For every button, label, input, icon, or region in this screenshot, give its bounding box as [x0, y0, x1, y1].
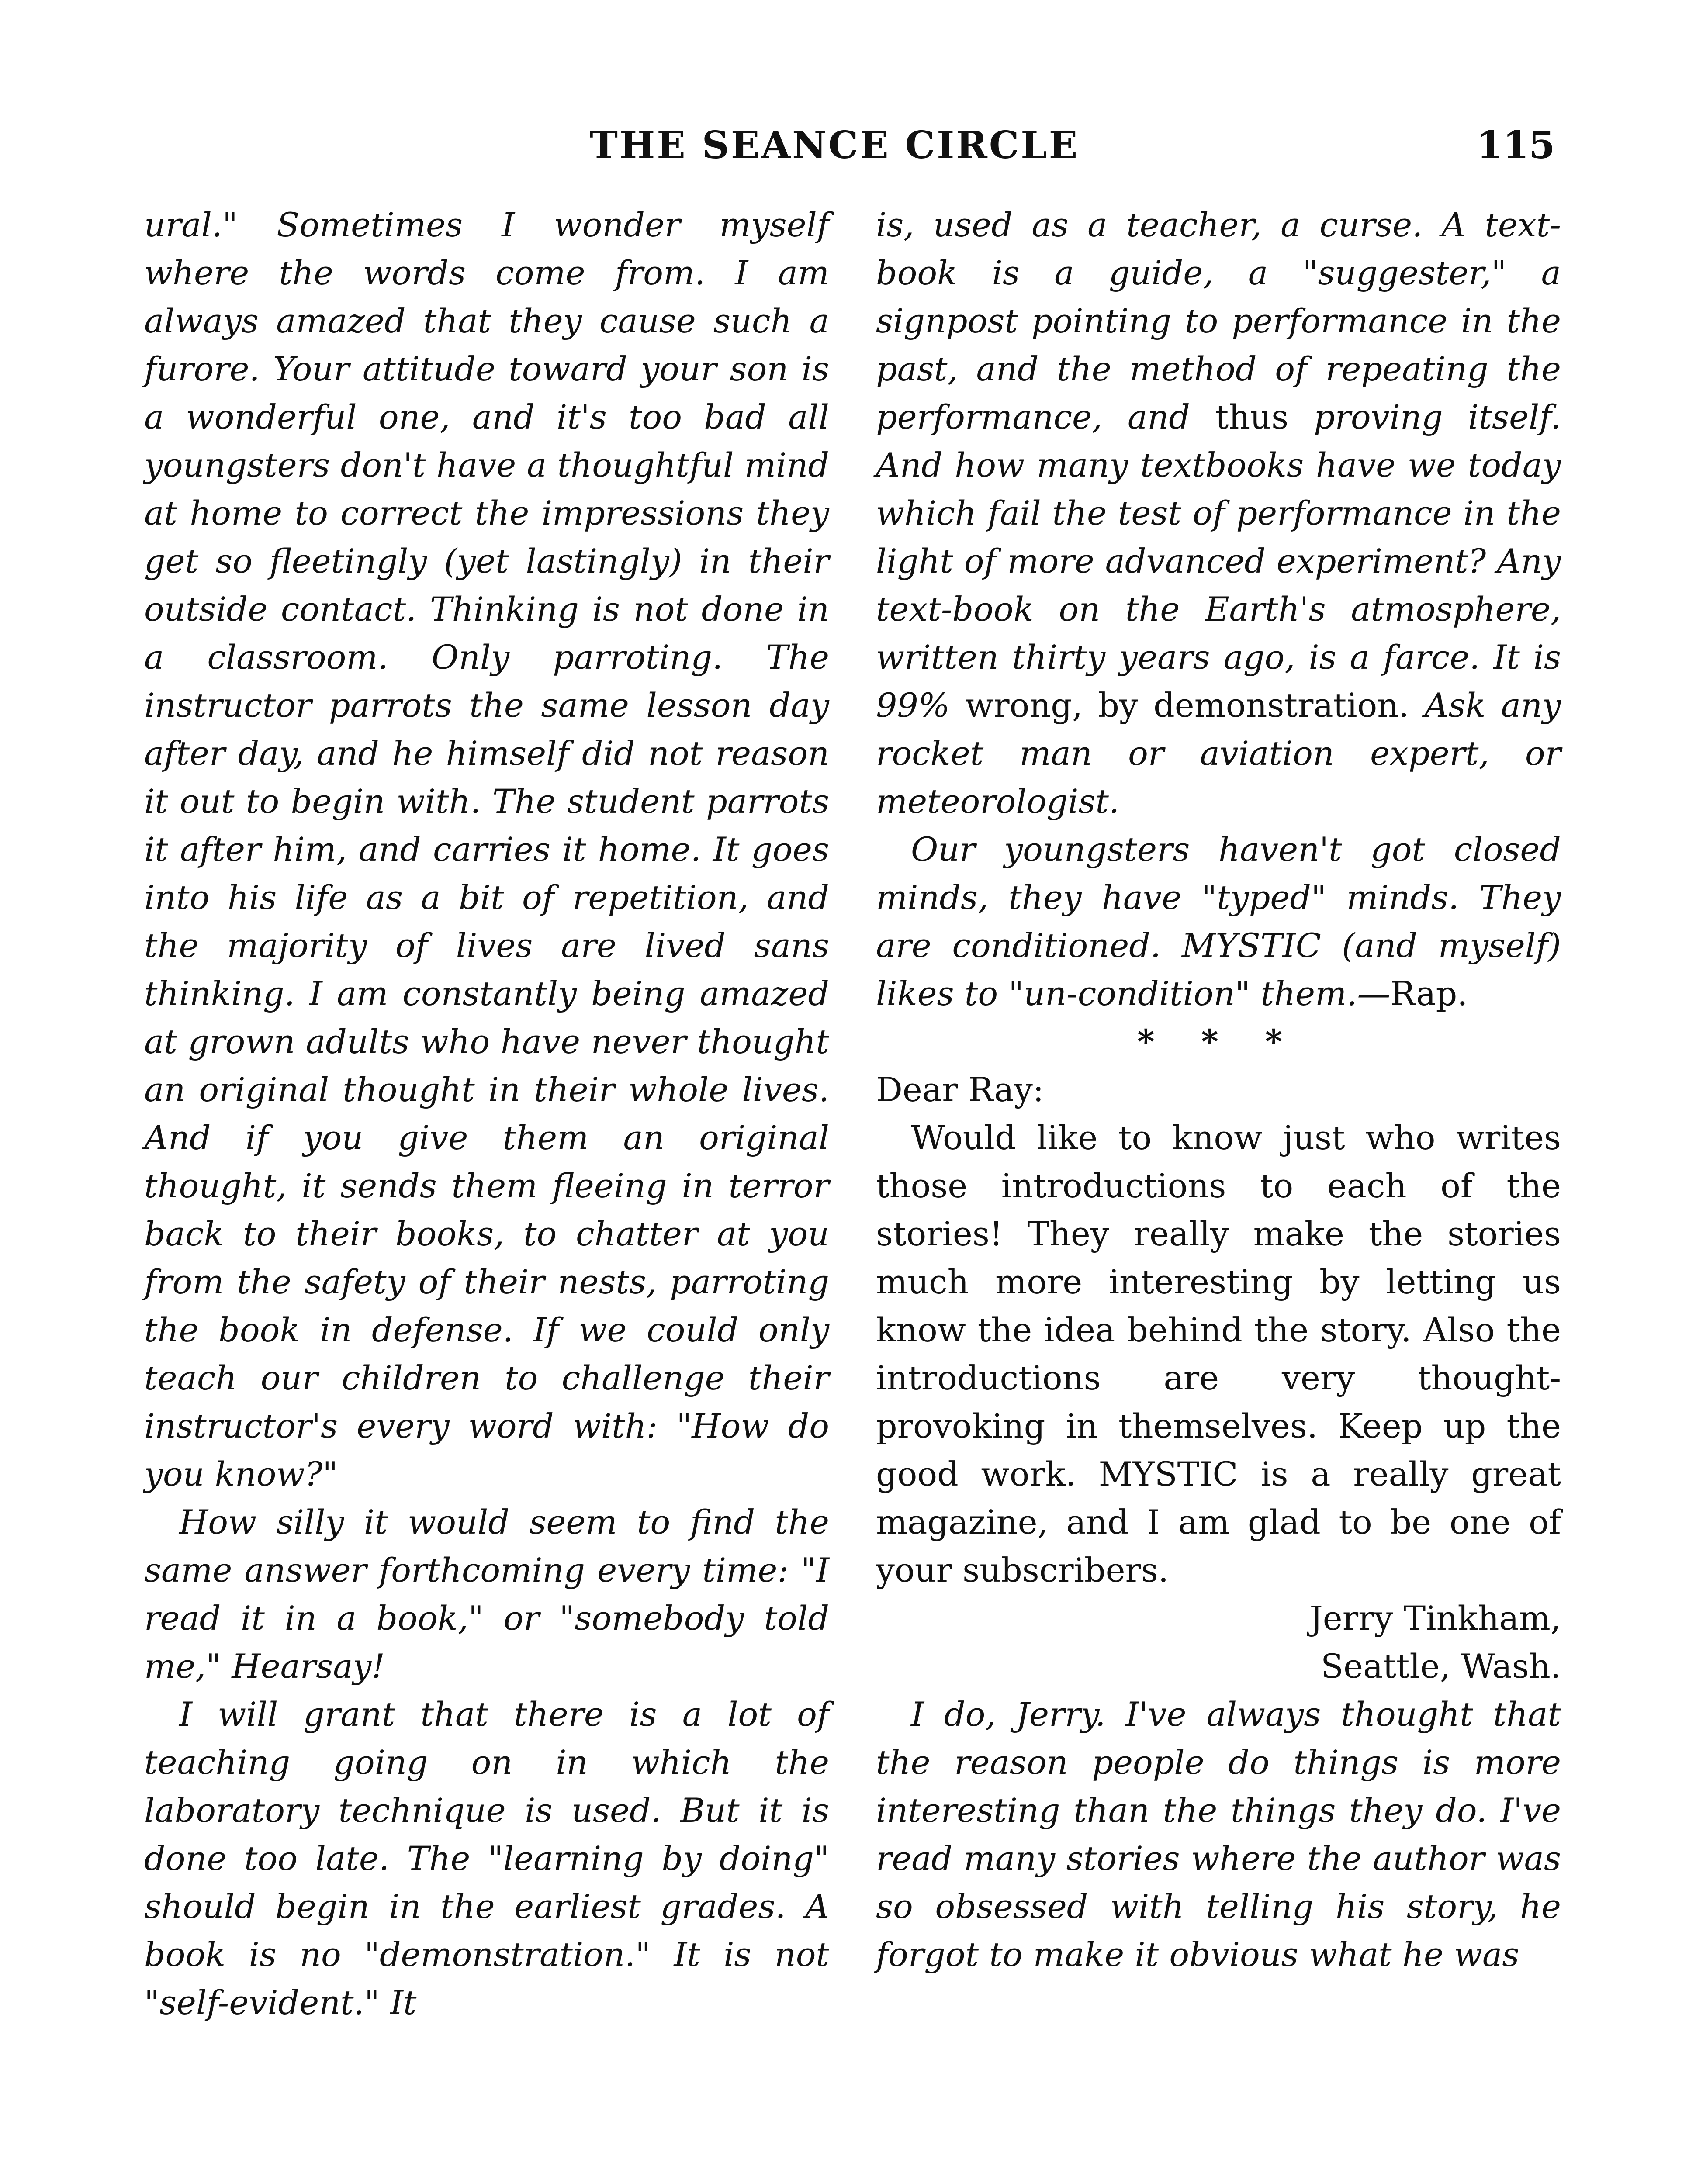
- right-paragraph-2-b: Rap.: [1390, 974, 1468, 1013]
- left-column: [144, 201, 829, 2027]
- running-head: THE SEANCE CIRCLE: [590, 123, 1080, 167]
- page-number: 115: [1477, 123, 1555, 167]
- right-paragraph-1-d: wrong, by demonstration.: [965, 686, 1409, 725]
- right-paragraph-1: [876, 201, 1561, 826]
- right-paragraph-1-b: thus: [1215, 397, 1289, 436]
- left-paragraph-3: I will grant that there is a lot of teaching going on in which the laboratory technique is used. But it is done too late. The "learning by doing" should begin in the earliest grades. A book is no "demonstration." It is not "self-evident." It: [144, 1695, 829, 2022]
- page-header: [0, 123, 1696, 180]
- right-column: [876, 201, 1561, 1979]
- signature-place: Seattle, Wash.: [1321, 1647, 1561, 1686]
- signature-name: Jerry Tinkham,: [1309, 1599, 1561, 1638]
- letter-salutation: Dear Ray:: [876, 1070, 1044, 1109]
- right-paragraph-1-c: proving itself. And how many textbooks have we today which fail the test of performance in the light of more advanced experiment? Any text-book on the Earth's atmosphere, written thirty years ago, is a farce. It is 99%: [876, 397, 1561, 725]
- right-paragraph-2: [876, 826, 1561, 1018]
- letter-body: Would like to know just who writes those introductions to each of the stories! They really make the stories much more interesting by letting us know the idea behind the story. Also the introductions are very thought-provoking in themselves. Keep up the good work. MYSTIC is a really great magazine, and I am glad to be one of your subscribers.: [876, 1118, 1561, 1590]
- right-paragraph-1-a: is, used as a teacher, a curse. A text-book is a guide, a "suggester," a signpost pointing to performance in the past, and the method of repeating the performance, and: [876, 205, 1561, 436]
- right-paragraph-2-a: Our youngsters haven't got closed minds, they have "typed" minds. They are conditioned. MYSTIC (and myself) likes to "un-condition" them.—: [876, 830, 1561, 1013]
- left-paragraph-1: ural." Sometimes I wonder myself where the words come from. I am always amazed that they cause such a furore. Your attitude toward your son is a wonderful one, and it's too bad all youngsters don't have a thoughtful mind at home to correct the impressions they get so fleetingly (yet lastingly) in their outside contact. Thinking is not done in a classroom. Only parroting. The instructor parrots the same lesson day after day, and he himself did not reason it out to begin with. The student parrots it after him, and carries it home. It goes into his life as a bit of repetition, and the majority of lives are lived sans thinking. I am constantly being amazed at grown adults who have never thought an original thought in their whole lives. And if you give them an original thought, it sends them fleeing in terror back to their books, to chatter at you from the safety of their nests, parroting the book in defense. If we could only teach our children to challenge their instructor's every word with: "How do you know?": [144, 205, 829, 1493]
- section-divider: * * *: [1137, 1022, 1300, 1061]
- editor-reply: I do, Jerry. I've always thought that the reason people do things is more interesting than the things they do. I've read many stories where the author was so obsessed with telling his story, he forgot to make it obvious what he was: [876, 1695, 1561, 1974]
- right-paragraph-1-e: Ask any rocket man or aviation expert, or meteorologist.: [876, 686, 1561, 821]
- left-paragraph-2: How silly it would seem to find the same answer forthcoming every time: "I read it in a book," or "somebody told me," Hearsay!: [144, 1503, 829, 1686]
